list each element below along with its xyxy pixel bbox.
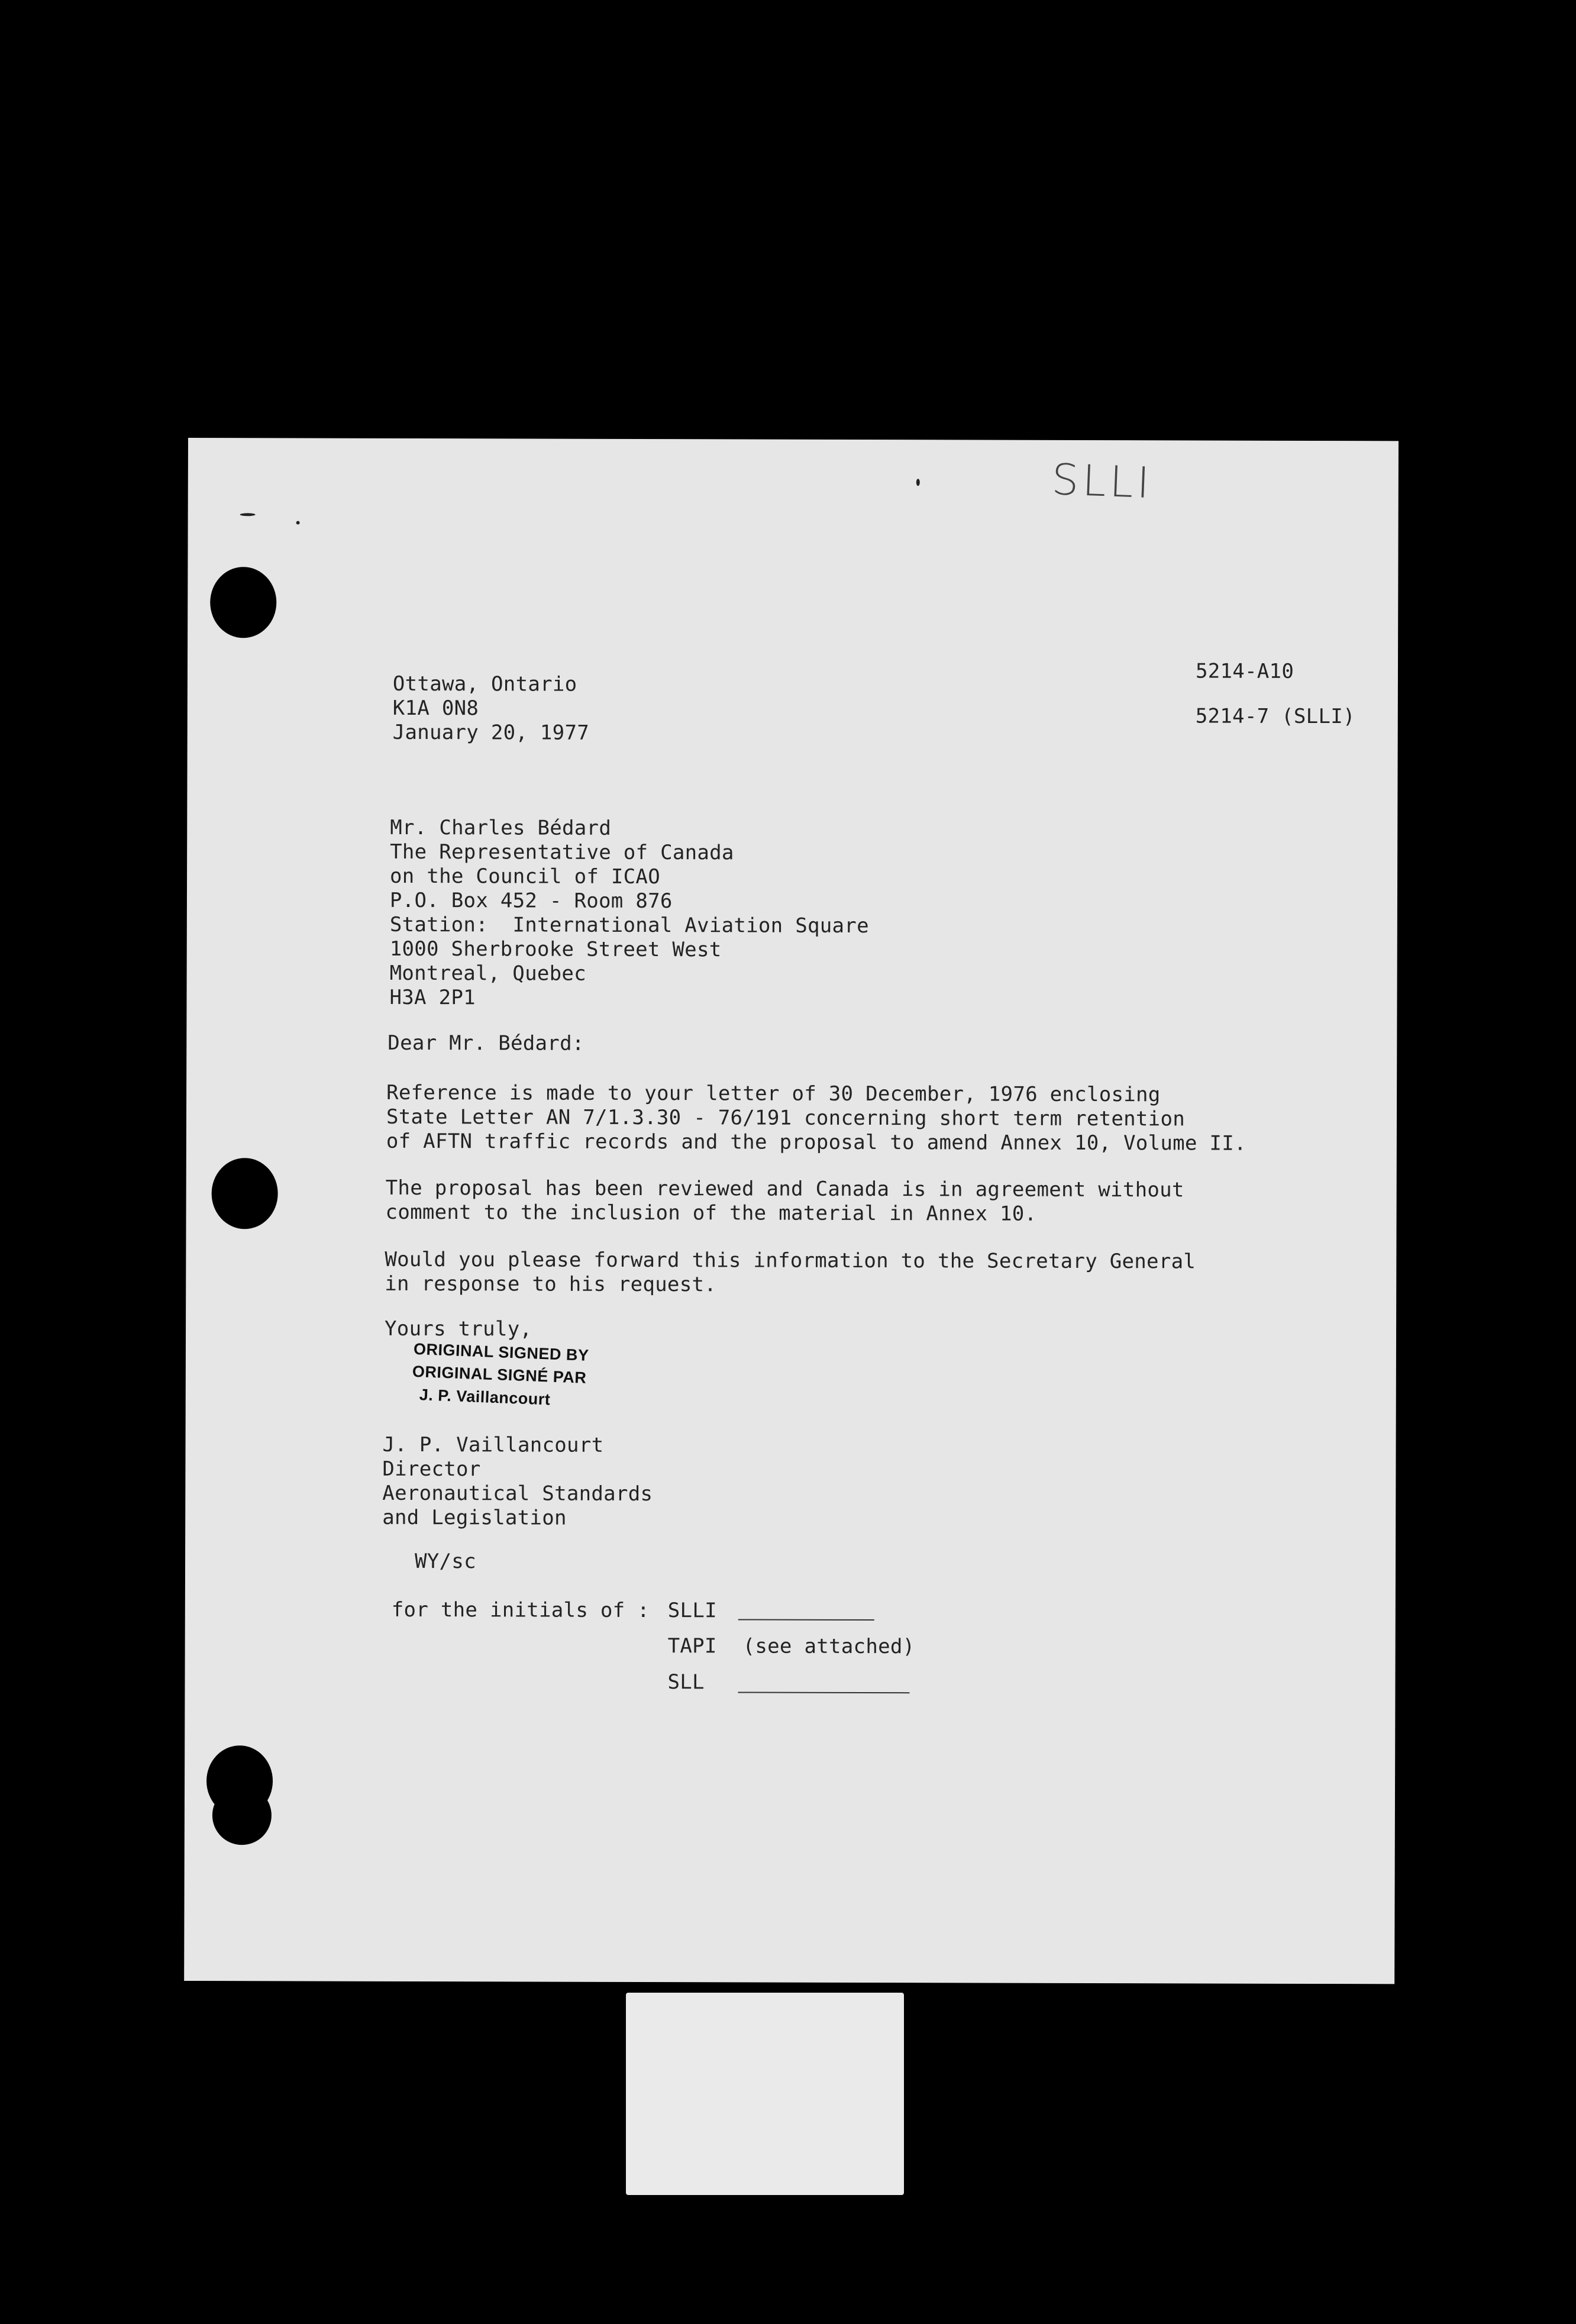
signatory-title: Director <box>382 1457 481 1481</box>
paper-tab <box>626 1993 904 2195</box>
punch-hole-top <box>210 567 276 638</box>
recipient-line: The Representative of Canada <box>390 840 734 865</box>
recipient-line: Station: International Aviation Square <box>389 912 869 938</box>
recipient-line: Montreal, Quebec <box>389 961 587 986</box>
initials-blank-line <box>738 1619 874 1621</box>
salutation: Dear Mr. Bédard: <box>387 1031 584 1056</box>
signature-stamp-line: ORIGINAL SIGNÉ PAR <box>412 1362 587 1387</box>
speck-mark <box>240 513 256 516</box>
paragraph-line: Would you please forward this information to the Secretary General <box>385 1247 1196 1274</box>
initials-label: for the initials of : <box>391 1597 650 1623</box>
punch-hole-lower-overlap <box>212 1786 272 1845</box>
sender-city: Ottawa, Ontario <box>392 672 577 696</box>
signatory-name: J. P. Vaillancourt <box>382 1432 604 1457</box>
paragraph-line: The proposal has been reviewed and Canada is in agreement without <box>385 1176 1184 1202</box>
letter-page <box>184 438 1399 1984</box>
handwritten-note: SLLI <box>1051 454 1154 508</box>
punch-hole-middle <box>211 1158 277 1229</box>
recipient-line: 1000 Sherbrooke Street West <box>389 937 722 962</box>
paragraph-line: of AFTN traffic records and the proposal to amend Annex 10, Volume II. <box>386 1129 1246 1155</box>
typist-initials: WY/sc <box>414 1550 476 1574</box>
paragraph-line: comment to the inclusion of the material in Annex 10. <box>385 1200 1037 1226</box>
initials-code: SLL <box>667 1670 705 1694</box>
sender-postal-code: K1A 0N8 <box>392 696 479 721</box>
paragraph-line: in response to his request. <box>385 1271 717 1297</box>
initials-code: TAPI <box>667 1634 717 1658</box>
file-ref-1: 5214-A10 <box>1195 659 1294 683</box>
recipient-line: Mr. Charles Bédard <box>390 815 612 840</box>
initials-code: SLLI <box>667 1599 717 1623</box>
recipient-line: H3A 2P1 <box>389 985 476 1010</box>
file-ref-2: 5214-7 (SLLI) <box>1195 704 1355 729</box>
signatory-title: Aeronautical Standards <box>382 1481 653 1506</box>
signature-stamp-line: ORIGINAL SIGNED BY <box>413 1339 589 1364</box>
signatory-title: and Legislation <box>382 1505 567 1530</box>
initials-note: (see attached) <box>742 1634 915 1659</box>
paragraph-line: Reference is made to your letter of 30 December, 1976 enclosing <box>386 1080 1161 1107</box>
paragraph-line: State Letter AN 7/1.3.30 - 76/191 concerning short term retention <box>386 1105 1186 1131</box>
recipient-line: P.O. Box 452 - Room 876 <box>389 888 673 914</box>
signature-stamp-line: J. P. Vaillancourt <box>419 1386 551 1409</box>
initials-blank-line <box>738 1692 909 1693</box>
speck-mark <box>916 479 920 486</box>
letter-date: January 20, 1977 <box>392 720 590 745</box>
recipient-line: on the Council of ICAO <box>390 864 661 889</box>
speck-mark <box>296 521 300 524</box>
closing: Yours truly, <box>385 1316 532 1341</box>
